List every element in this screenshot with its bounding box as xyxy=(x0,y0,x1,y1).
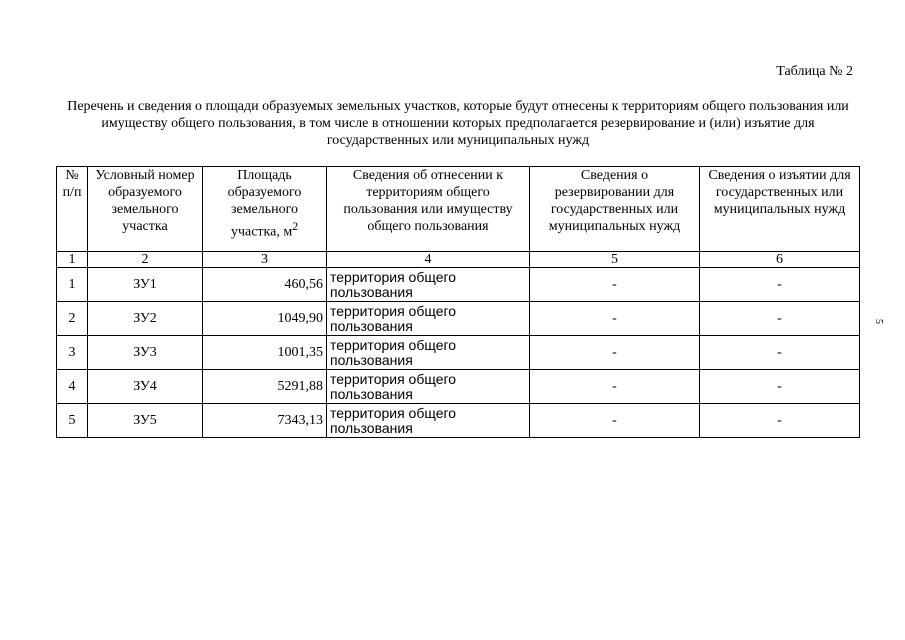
land-plots-table xyxy=(56,166,860,438)
plot-id: ЗУ5 xyxy=(88,404,203,438)
plot-id: ЗУ1 xyxy=(88,268,203,302)
plot-seizure: - xyxy=(700,268,860,302)
column-number: 1 xyxy=(57,252,88,268)
column-number: 5 xyxy=(530,252,700,268)
plot-category: территория общего пользования xyxy=(327,268,530,302)
row-number: 5 xyxy=(57,404,88,438)
plot-id: ЗУ2 xyxy=(88,302,203,336)
column-number: 6 xyxy=(700,252,860,268)
plot-id: ЗУ4 xyxy=(88,370,203,404)
plot-seizure: - xyxy=(700,370,860,404)
table-row xyxy=(57,268,860,302)
table-row xyxy=(57,370,860,404)
plot-category: территория общего пользования xyxy=(327,302,530,336)
table-row xyxy=(57,404,860,438)
table-header-row xyxy=(57,167,860,252)
plot-category: территория общего пользования xyxy=(327,404,530,438)
table-row xyxy=(57,336,860,370)
plot-seizure: - xyxy=(700,404,860,438)
plot-reserve: - xyxy=(530,302,700,336)
column-header-category: Сведения об отнесении к территориям общего пользования или имуществу общего пользования xyxy=(327,167,530,252)
row-number: 1 xyxy=(57,268,88,302)
plot-reserve: - xyxy=(530,370,700,404)
plot-reserve: - xyxy=(530,336,700,370)
column-header-seizure: Сведения о изъятии для государственных или муниципальных нужд xyxy=(700,167,860,252)
column-number: 4 xyxy=(327,252,530,268)
column-number: 3 xyxy=(203,252,327,268)
page-number: 5 xyxy=(873,319,884,324)
column-number: 2 xyxy=(88,252,203,268)
row-number: 3 xyxy=(57,336,88,370)
plot-reserve: - xyxy=(530,268,700,302)
plot-seizure: - xyxy=(700,336,860,370)
column-header-area: Площадь образуемого земельного участка, $м^2$ xyxy=(203,167,327,252)
plot-area: 1001,35 xyxy=(203,336,327,370)
column-header-reserve: Сведения о резервировании для государственных или муниципальных нужд xyxy=(530,167,700,252)
row-number: 2 xyxy=(57,302,88,336)
plot-area: 1049,90 xyxy=(203,302,327,336)
row-number: 4 xyxy=(57,370,88,404)
column-header-number: № п/п xyxy=(57,167,88,252)
column-header-plot-id: Условный номер образуемого земельного участка xyxy=(88,167,203,252)
plot-area: 5291,88 xyxy=(203,370,327,404)
table-number-label: Таблица № 2 xyxy=(776,64,853,79)
plot-area: 460,56 xyxy=(203,268,327,302)
document-heading: Перечень и сведения о площади образуемых земельных участков, которые будут отнесены к территориям общего пользования или имуществу общего пользования, в том числе в отношении которых предполагается резервирование и (или) изъятие для государственных или муниципальных нужд xyxy=(67,99,849,148)
plot-category: территория общего пользования xyxy=(327,370,530,404)
unit-superscript: 2 xyxy=(292,220,299,233)
plot-seizure: - xyxy=(700,302,860,336)
plot-id: ЗУ3 xyxy=(88,336,203,370)
plot-category: территория общего пользования xyxy=(327,336,530,370)
plot-reserve: - xyxy=(530,404,700,438)
table-row xyxy=(57,302,860,336)
plot-area: 7343,13 xyxy=(203,404,327,438)
column-numbers-row xyxy=(57,252,860,268)
